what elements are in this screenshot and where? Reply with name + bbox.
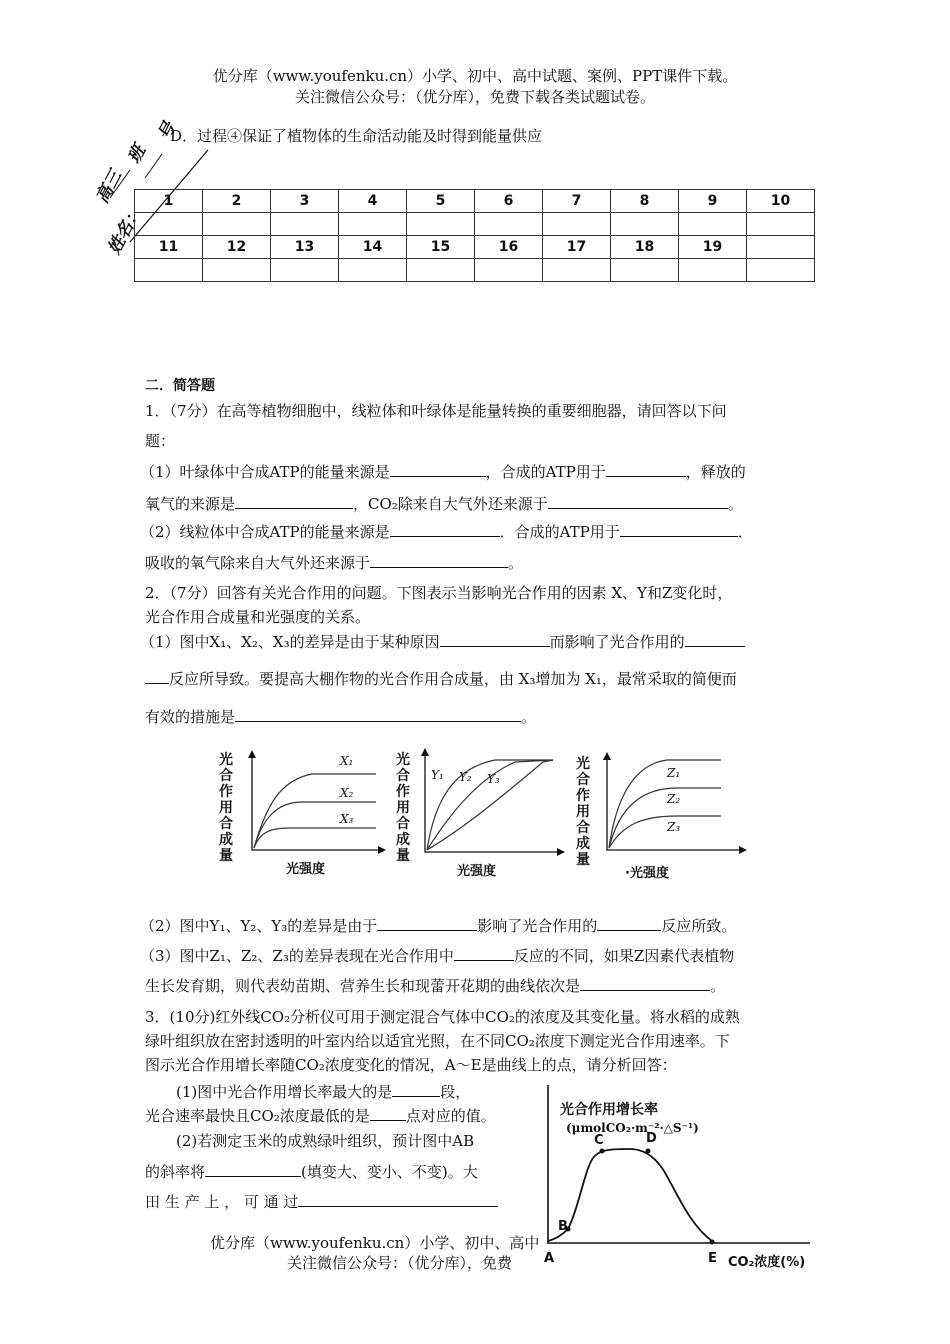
answer-cell[interactable]	[679, 259, 747, 282]
footer-line-2: 关注微信公众号：（优分库），免费	[287, 1254, 513, 1272]
blank[interactable]	[440, 630, 550, 647]
table-cell: 12	[203, 236, 271, 259]
blank[interactable]	[597, 914, 661, 931]
chart-title: 光合作用增长率	[560, 1102, 658, 1118]
table-cell: 5	[407, 190, 475, 213]
answer-row-1-labels	[135, 190, 815, 213]
chart-y	[395, 748, 565, 880]
point-label-a: A	[544, 1251, 555, 1266]
option-d: D．过程④保证了植物体的生命活动能及时得到能量供应	[170, 127, 543, 145]
answer-cell[interactable]	[475, 259, 543, 282]
answer-cell[interactable]	[339, 259, 407, 282]
point-label-d: D	[646, 1131, 657, 1146]
x-axis-label: ·光强度	[625, 866, 669, 881]
point-d	[646, 1149, 651, 1154]
curve-x2	[254, 802, 376, 848]
header-line-1: 优分库（www.youfenku.cn）小学、初中、高中试题、案例、PPT课件下载。	[212, 67, 738, 85]
q3-line-1: 3．(10分)红外线CO₂分析仪可用于测定混合气体中CO₂的浓度及其变化量。将水稻的成熟	[145, 1008, 740, 1026]
q2-part-3: （3）图中Z₁、Z₂、Z₃的差异表现在光合作用中 反应的不同，如果Z因素代表植物	[140, 944, 734, 967]
chart-y-plot	[415, 748, 565, 860]
table-cell: 7	[543, 190, 611, 213]
table-cell: 16	[475, 236, 543, 259]
answer-cell[interactable]	[339, 213, 407, 236]
answer-cell[interactable]	[679, 213, 747, 236]
curve-label-x2: X₂	[340, 786, 354, 800]
binding-grade: 高三	[92, 167, 127, 207]
blank[interactable]	[145, 667, 169, 684]
curve-z3	[609, 816, 721, 848]
table-cell: 9	[679, 190, 747, 213]
curve-label-x3: X₃	[340, 812, 354, 826]
blank[interactable]	[392, 1080, 440, 1097]
x-axis-label: CO₂浓度(%)	[728, 1255, 806, 1270]
table-cell: 1	[135, 190, 203, 213]
blank[interactable]	[377, 914, 477, 931]
y-axis-label: 光合作用合成量	[219, 752, 233, 864]
x-axis-label: 光强度	[286, 862, 326, 877]
table-cell: 18	[611, 236, 679, 259]
answer-row-2-labels	[135, 236, 815, 259]
q1-line-1: 1．（7分）在高等植物细胞中，线粒体和叶绿体是能量转换的重要细胞器，请回答以下问	[145, 402, 727, 420]
table-cell: 19	[679, 236, 747, 259]
header-line-2: 关注微信公众号：（优分库），免费下载各类试题试卷。	[294, 88, 655, 106]
binding-class: 班	[124, 142, 151, 167]
table-cell	[747, 236, 815, 259]
curve-z2	[609, 788, 721, 848]
table-cell: 8	[611, 190, 679, 213]
curve-label-z1: Z₁	[667, 766, 681, 780]
x-axis-label: 光强度	[457, 864, 497, 879]
curve-x3	[254, 828, 376, 848]
blank[interactable]	[548, 492, 728, 509]
curve-z1	[609, 760, 721, 848]
q3-part-2-cont: 的斜率将 (填变大、变小、不变)。大	[145, 1160, 478, 1183]
answer-cell[interactable]	[475, 213, 543, 236]
co2-chart-plot	[530, 1085, 830, 1255]
q2-line-2: 光合作用合成量和光强度的关系。	[145, 608, 371, 626]
y-axis-label: 光合作用合成量	[576, 756, 590, 868]
answer-cell[interactable]	[611, 259, 679, 282]
binding-number: 号	[154, 119, 181, 144]
table-cell: 4	[339, 190, 407, 213]
q2-part-2: （2）图中Y₁、Y₂、Y₃的差异是由于 影响了光合作用的 反应所致。	[140, 914, 736, 937]
q3-line-2: 绿叶组织放在密封透明的叶室内给以适宜光照，在不同CO₂浓度下测定光合作用速率。下	[145, 1032, 730, 1050]
answer-cell[interactable]	[747, 259, 815, 282]
curve-label-y3: Y₃	[487, 772, 500, 786]
curve-label-z3: Z₃	[667, 820, 681, 834]
answer-cell[interactable]	[271, 213, 339, 236]
answer-cell[interactable]	[747, 213, 815, 236]
answer-cell[interactable]	[135, 259, 203, 282]
q3-part-2: (2)若测定玉米的成熟绿叶组织，预计图中AB	[176, 1132, 475, 1150]
blank[interactable]	[205, 1160, 301, 1177]
q2-line-1: 2．（7分）回答有关光合作用的问题。下图表示当影响光合作用的因素 X、Y和Z变化时，	[145, 584, 733, 602]
curve-label-x1: X₁	[340, 754, 354, 768]
blank[interactable]	[606, 460, 686, 477]
blank[interactable]	[454, 944, 514, 961]
q2-part-3-cont: 生长发育期，则代表幼苗期、营养生长和现蕾开花期的曲线依次是 。	[145, 974, 725, 997]
table-cell: 6	[475, 190, 543, 213]
q1-line-2: 题：	[145, 432, 176, 450]
curve-x1	[254, 774, 376, 848]
table-cell: 3	[271, 190, 339, 213]
point-c	[600, 1149, 605, 1154]
blank[interactable]	[580, 974, 710, 991]
table-cell: 17	[543, 236, 611, 259]
chart-y-unit: (μmolCO₂·m⁻²·△S⁻¹)	[566, 1121, 699, 1135]
blank[interactable]	[235, 705, 521, 722]
table-cell: 11	[135, 236, 203, 259]
point-label-c: C	[594, 1133, 604, 1148]
co2-curve	[548, 1149, 712, 1241]
y-axis-label: 光合作用合成量	[396, 752, 410, 864]
answer-cell[interactable]	[611, 213, 679, 236]
answer-cell[interactable]	[407, 259, 475, 282]
blank[interactable]	[390, 460, 486, 477]
q3-part-2-cont2: 田 生 产 上 ， 可 通 过	[145, 1190, 498, 1213]
q2-part-1-cont2: 有效的措施是 。	[145, 705, 536, 728]
footer-line-1: 优分库（www.youfenku.cn）小学、初中、高中	[210, 1234, 540, 1252]
q3-part-1: (1)图中光合作用增长率最大的是 段，	[176, 1080, 470, 1103]
blank[interactable]	[235, 492, 353, 509]
table-cell: 2	[203, 190, 271, 213]
curve-label-z2: Z₂	[667, 792, 681, 806]
answer-cell[interactable]	[135, 213, 203, 236]
q1-part-2-cont: 吸收的氧气除来自大气外还来源于 。	[145, 551, 523, 574]
point-label-e: E	[708, 1251, 717, 1266]
answer-table	[134, 189, 815, 282]
q1-part-1: （1）叶绿体中合成ATP的能量来源是 ，合成的ATP用于 ，释放的	[140, 460, 746, 483]
answer-cell[interactable]	[543, 213, 611, 236]
answer-cell[interactable]	[203, 259, 271, 282]
binding-name: 姓名：	[104, 203, 147, 258]
q3-part-1-cont: 光合速率最快且CO₂浓度最低的是 点对应的值。	[145, 1104, 496, 1127]
table-cell: 13	[271, 236, 339, 259]
answer-cell[interactable]	[407, 213, 475, 236]
q2-part-1-cont: 反应所导致。要提高大棚作物的光合作用合成量，由 X₃增加为 X₁，最常采取的简便而	[145, 667, 737, 690]
curve-label-y1: Y₁	[431, 768, 444, 782]
table-cell: 10	[747, 190, 815, 213]
point-e	[710, 1240, 715, 1245]
table-cell: 15	[407, 236, 475, 259]
q1-part-1-cont: 氧气的来源是 ，CO₂除来自大气外还来源于 。	[145, 492, 743, 515]
chart-z	[575, 752, 745, 882]
co2-chart	[530, 1085, 830, 1275]
point-label-b: B	[558, 1219, 568, 1234]
table-cell: 14	[339, 236, 407, 259]
answer-row-1-blanks	[135, 213, 815, 236]
q3-line-3: 图示光合作用增长率随CO₂浓度变化的情况，A～E是曲线上的点，请分析回答：	[145, 1056, 677, 1074]
answer-cell[interactable]	[271, 259, 339, 282]
answer-cell[interactable]	[203, 213, 271, 236]
blank[interactable]	[685, 630, 745, 647]
answer-cell[interactable]	[543, 259, 611, 282]
blank[interactable]	[390, 520, 500, 537]
section-title: 二．简答题	[145, 378, 215, 394]
curve-label-y2: Y₂	[459, 770, 472, 784]
chart-x	[218, 750, 388, 880]
blank[interactable]	[298, 1190, 498, 1207]
blank[interactable]	[620, 520, 738, 537]
blank[interactable]	[370, 1104, 406, 1121]
answer-row-2-blanks	[135, 259, 815, 282]
q2-part-1: （1）图中X₁、X₂、X₃的差异是由于某种原因 而影响了光合作用的	[140, 630, 745, 653]
q1-part-2: （2）线粒体中合成ATP的能量来源是 ．合成的ATP用于 ．	[140, 520, 753, 543]
chart-x-plot	[240, 750, 390, 860]
blank[interactable]	[370, 551, 508, 568]
